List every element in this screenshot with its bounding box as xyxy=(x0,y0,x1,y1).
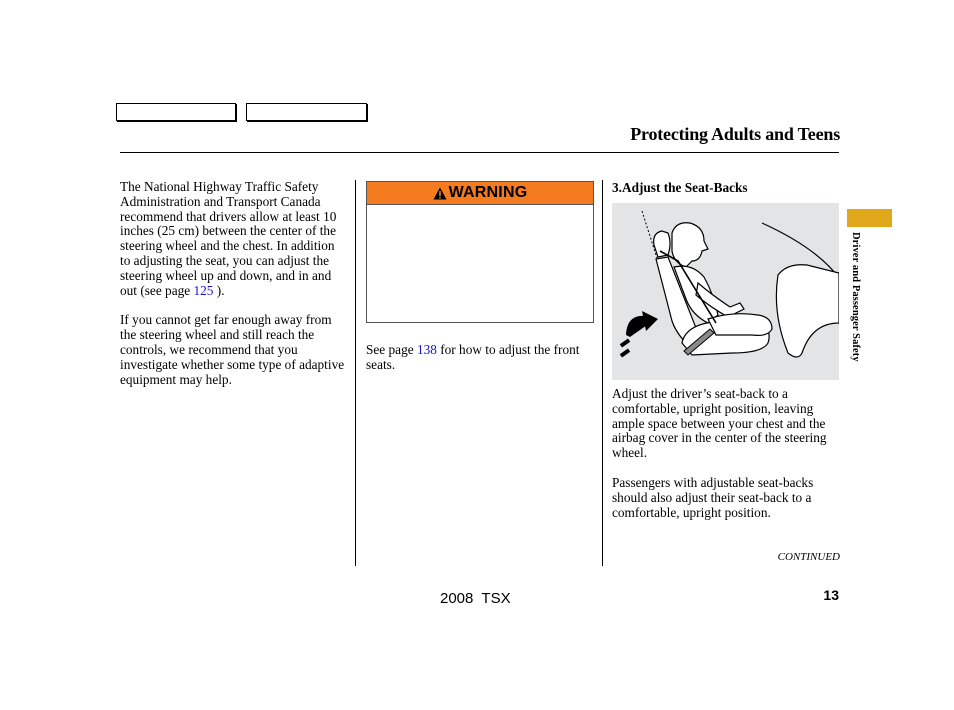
column-divider xyxy=(355,180,356,566)
seat-adjust-illustration xyxy=(612,203,839,380)
section-heading: 3.Adjust the Seat-Backs xyxy=(612,180,748,195)
title-divider xyxy=(120,152,839,153)
paragraph-text-end: for how to adjust the front seats. xyxy=(366,342,580,372)
page-title: Protecting Adults and Teens xyxy=(630,124,840,144)
column-divider xyxy=(602,180,603,566)
paragraph-text: See page xyxy=(366,342,417,357)
paragraph-see-page xyxy=(366,343,594,373)
page-link-125[interactable]: 125 xyxy=(193,282,214,298)
warning-box xyxy=(366,181,594,323)
section-side-label: Driver and Passenger Safety xyxy=(850,232,861,362)
section-tab-marker xyxy=(847,209,892,227)
warning-label: WARNING xyxy=(448,184,528,201)
page-link-138[interactable]: 138 xyxy=(416,342,437,357)
paragraph-adaptive-equipment: If you cannot get far enough away from the steering wheel and still reach the controls, we recommend that you investigate whether some type of adaptive equipment may help. xyxy=(120,312,345,387)
warning-triangle-icon xyxy=(433,187,447,200)
column-3-text xyxy=(612,387,837,520)
paragraph-steering-distance xyxy=(120,180,348,298)
nav-box-next[interactable] xyxy=(246,103,367,121)
paragraph-passenger-seatback: Passengers with adjustable seat-backs should also adjust their seat-back to a comfortable, upright position. xyxy=(612,474,814,520)
paragraph-text: The National Highway Traffic Safety Administration and Transport Canada recommend that drivers allow at least 10 inches (25 cm) between the center of the steering wheel and the chest. In addition to adjusting the seat, you can adjust the steering wheel up and down, and in and out (see page xyxy=(120,179,337,298)
warning-header xyxy=(367,182,593,205)
nav-box-previous[interactable] xyxy=(116,103,236,121)
column-2-text xyxy=(366,343,594,373)
continued-label: CONTINUED xyxy=(777,551,840,563)
page-number: 13 xyxy=(823,587,839,603)
footer-model: 2008 TSX xyxy=(440,590,511,607)
paragraph-text-end: ). xyxy=(213,282,225,298)
paragraph-driver-seatback: Adjust the driver’s seat-back to a comfortable, upright position, leaving ample space between your chest and the airbag cover in the center of the steering wheel. xyxy=(612,386,827,461)
column-1 xyxy=(120,180,348,387)
